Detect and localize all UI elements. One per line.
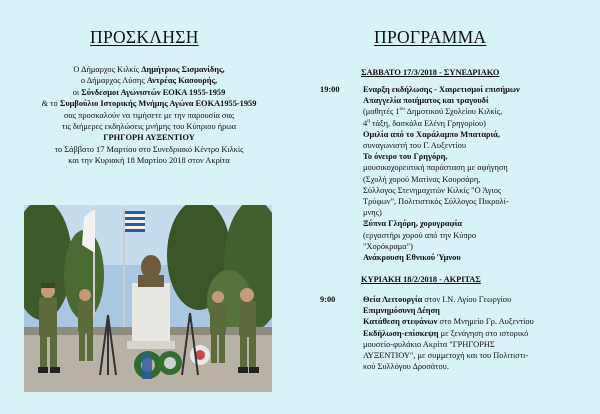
text-segment: Ο Δήμαρχος Κιλκίς (73, 65, 142, 74)
invitation-column (0, 0, 298, 414)
text-line (363, 95, 595, 106)
text-line (363, 350, 595, 361)
text-segment: (εργαστήρι χορού από την Κύπρο (363, 230, 477, 240)
text-segment: Απαγγελία ποιήματος και τραγουδί (363, 96, 489, 106)
text-segment: μουσείο-φυλάκιο Ακρίτα "ΓΡΗΓΟΡΗΣ (363, 339, 495, 349)
text-segment: Εναρξη εκδήλωσης - Χαιρετισμοί επισήμων (363, 85, 520, 94)
text-segment: Τρύφων", Πολιτιστικός Σύλλογος Πικρολί- (363, 197, 509, 207)
slot-time: 9:00 (320, 295, 336, 304)
text-segment: με ξενάγηση στο ιστορικό (440, 328, 529, 338)
text-line (363, 185, 595, 196)
text-segment: και την Κυριακή 18 Μαρτίου 2018 στον Ακρίτα (68, 156, 230, 166)
text-segment: 4 (363, 118, 368, 128)
text-segment: Δημοτικού Σχολείου Κιλκίς, (405, 107, 503, 117)
text-segment: Εκδήλωση-επίσκεψη (363, 328, 441, 338)
text-segment: ο Δήμαρχος Λύσης (80, 76, 147, 86)
text-line (363, 305, 595, 316)
day-saturday-title: ΣΑΒΒΑΤΟ 17/3/2018 - ΣΥΝΕΔΡΙΑΚΟ (361, 68, 500, 77)
text-segment: συναγωνιστή του Γ. Αυξεντίου (363, 141, 466, 151)
text-line (0, 132, 298, 143)
text-segment: τάξη, δασκάλα Ελένη Γρηγορίου) (370, 118, 486, 128)
slot-lines (363, 294, 595, 372)
text-line (0, 98, 298, 109)
text-segment: "Χορόκραμα") (363, 241, 413, 251)
text-segment: (Σχολή χορού Ματίνας Κουρσάρη, (363, 174, 481, 184)
text-line (363, 151, 595, 162)
program-column (320, 0, 595, 414)
text-line (363, 230, 595, 241)
text-segment: η (367, 117, 371, 124)
text-line (363, 162, 595, 173)
text-segment: οι (72, 87, 82, 97)
text-line (363, 328, 595, 339)
text-line (0, 144, 298, 155)
text-line (363, 218, 595, 229)
text-segment: το Σάββατο 17 Μαρτίου στο Συνεδριακό Κέντρο Κιλκίς (54, 144, 244, 154)
text-segment: μουσικοχορευτική παράσταση με αφήγηση (363, 163, 508, 173)
text-segment: στον Ι.Ν. Αγίου Γεωργίου (424, 295, 512, 304)
text-segment: (μαθητές 1 (363, 107, 400, 117)
text-line (363, 84, 595, 95)
text-segment: μνης) (363, 208, 382, 218)
slot-lines (363, 84, 595, 263)
text-line (363, 129, 595, 140)
text-line (363, 140, 595, 151)
text-line (0, 155, 298, 166)
text-line (0, 121, 298, 132)
text-segment: Δημήτριος Σισμανίδης, (141, 65, 225, 74)
text-segment: Ανάκρουση Εθνικού Ύμνου (363, 253, 461, 263)
text-line (363, 361, 595, 372)
text-segment: Επιμνημόσυνη Δέηση (363, 306, 440, 316)
text-segment: Σύνδεσμοι Αγωνιστών ΕΟΚΑ 1955-1959 (81, 87, 226, 97)
program-title: ΠΡΟΓΡΑΜΜΑ (374, 27, 487, 47)
text-segment: στο Μνημείο Γρ. Αυξεντίου (439, 317, 534, 327)
day-sunday-title: ΚΥΡΙΑΚΗ 18/2/2018 - ΑΚΡΙΤΑΣ (361, 275, 481, 284)
text-line (363, 118, 595, 129)
text-line (363, 252, 595, 263)
text-segment: τις διήμερες εκδηλώσεις μνήμης του Κύπριου ήρωα (61, 122, 237, 132)
text-line (0, 110, 298, 121)
text-segment: ΑΥΞΕΝΤΙΟΥ", με συμμετοχή και του Πολιτιστι- (363, 351, 529, 361)
text-segment: Αντρέας Κασουρής, (146, 76, 218, 86)
text-segment: Ξύπνα Γληόρη, χορογραφία (363, 219, 462, 229)
text-line (363, 207, 595, 218)
text-segment: Συμβούλιο Ιστορικής Μνήμης Αγώνα ΕΟΚΑ1955-1959 (59, 99, 257, 109)
text-segment: Το όνειρο του Γρηγόρη, (363, 152, 448, 162)
text-line (363, 294, 595, 305)
memorial-ceremony-photo (24, 205, 272, 392)
slot-time: 19:00 (320, 85, 340, 94)
text-segment: σας προσκαλούν να τιμήσετε με την παρουσία σας (63, 110, 235, 120)
invitation-text (0, 64, 298, 167)
text-segment: Θεία Λειτουργία (363, 295, 425, 304)
text-segment: & το (41, 99, 60, 109)
text-line (363, 196, 595, 207)
text-line (363, 241, 595, 252)
invitation-title: ΠΡΟΣΚΛΗΣΗ (90, 27, 199, 47)
text-segment: Ομιλία από το Χαράλαμπο Μπαταριά, (363, 129, 500, 139)
text-segment: ου (399, 106, 406, 113)
text-line (0, 75, 298, 86)
text-line (363, 339, 595, 350)
text-segment: Σύλλογος Στενημαχιτών Κιλκίς "Ο Άγιος (363, 185, 502, 195)
text-line (0, 64, 298, 75)
text-segment: Κατάθεση στεφάνων (363, 317, 440, 327)
text-line (363, 174, 595, 185)
text-line (363, 106, 595, 117)
text-segment: κού Συλλόγου Δροσάτου. (363, 362, 449, 372)
text-line (363, 316, 595, 327)
text-line (0, 87, 298, 98)
text-segment: ΓΡΗΓΟΡΗ ΑΥΞΕΝΤΙΟΥ (103, 133, 195, 143)
